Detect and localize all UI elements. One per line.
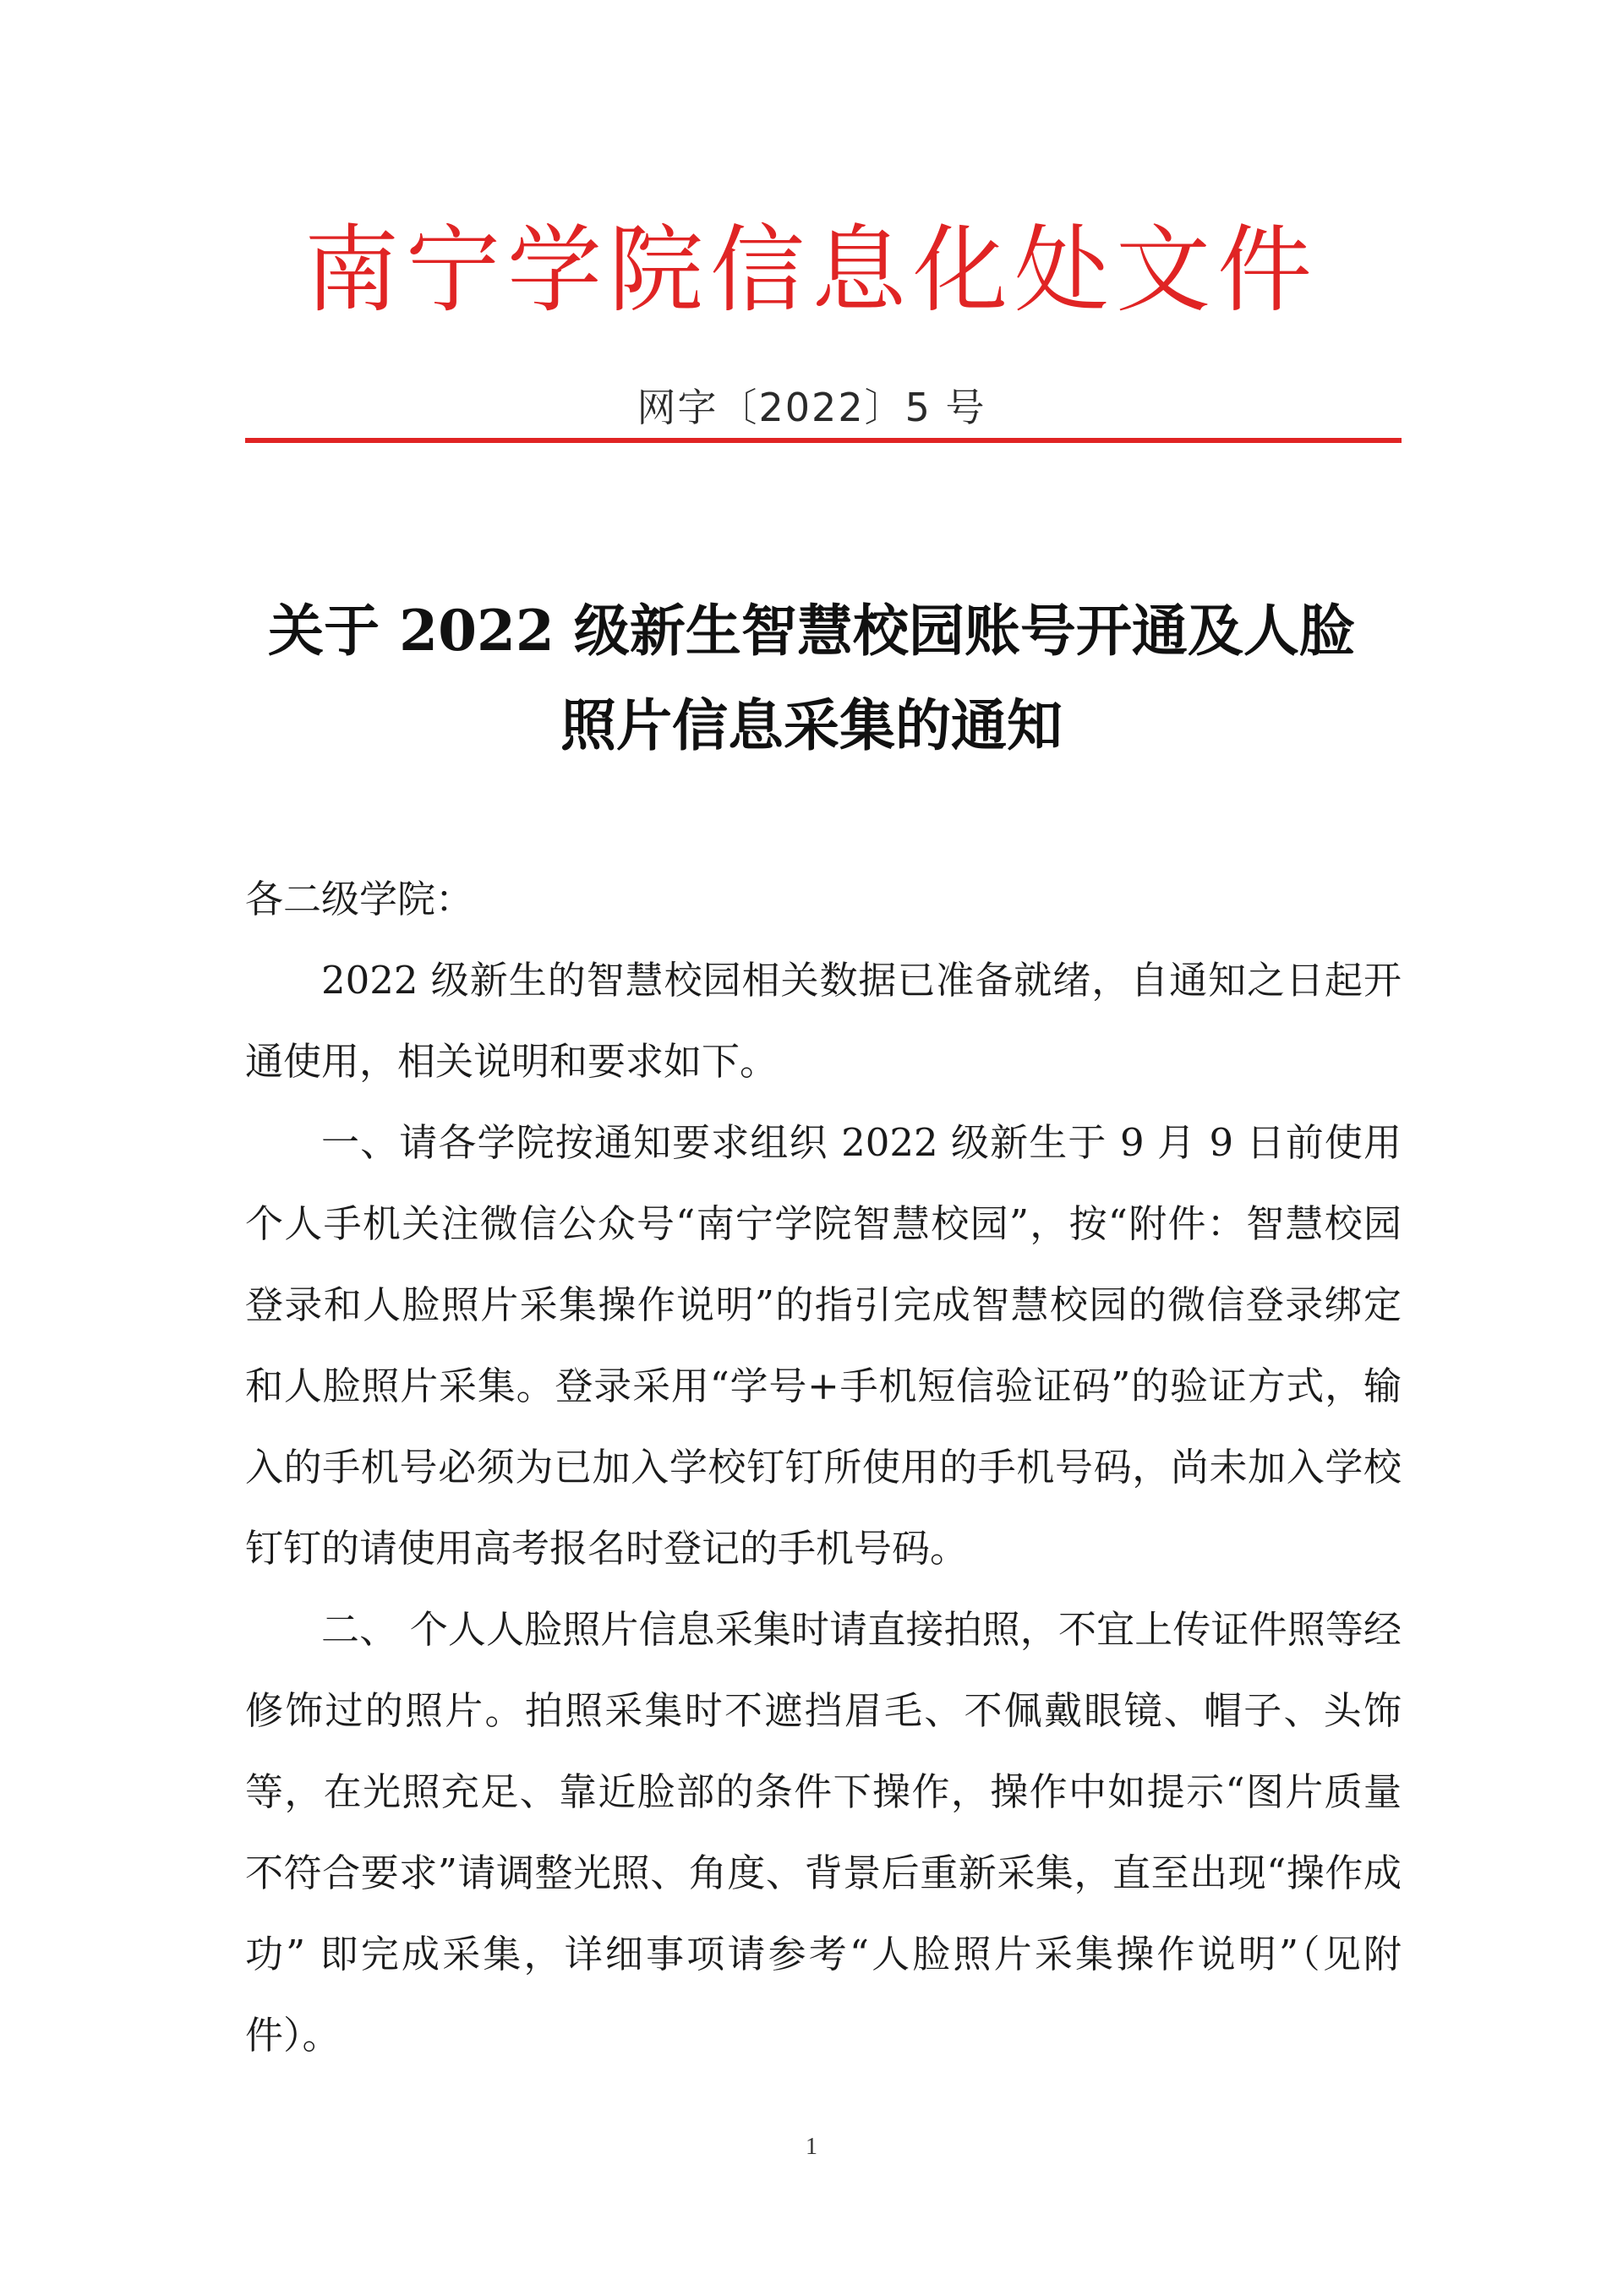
notice-title-line-1: 关于 2022 级新生智慧校园账号开通及人脸 bbox=[268, 598, 1355, 664]
issuer-header-title: 南宁学院信息化处文件 bbox=[304, 216, 1319, 325]
document-number: 网字〔2022〕5 号 bbox=[637, 385, 986, 430]
notice-title-line-2: 照片信息采集的通知 bbox=[560, 692, 1063, 758]
paragraph-intro: 2022 级新生的智慧校园相关数据已准备就绪，自通知之日起开通使用，相关说明和要求如下。 bbox=[245, 958, 1402, 1084]
salutation: 各二级学院： bbox=[245, 877, 474, 921]
page-number: 1 bbox=[806, 2134, 817, 2160]
paragraph-item-2: 二、 个人人脸照片信息采集时请直接拍照，不宜上传证件照等经修饰过的照片。拍照采集时不遮挡眉毛、不佩戴眼镜、帽子、头饰等，在光照充足、靠近脸部的条件下操作，操作中如提示“图片质量不符合要求”请调整光照、角度、背景后重新采集，直至出现“操作成功” 即完成采集，详细事项请参考“人脸照片采集操作说明”（见附件）。 bbox=[245, 1607, 1402, 2058]
paragraph-item-1: 一、请各学院按通知要求组织 2022 级新生于 9 月 9 日前使用个人手机关注微信公众号“南宁学院智慧校园”，按“附件：智慧校园登录和人脸照片采集操作说明”的指引完成智慧校园的微信登录绑定和人脸照片采集。登录采用“学号+手机短信验证码”的验证方式，输入的手机号必须为已加入学校钉钉所使用的手机号码，尚未加入学校钉钉的请使用高考报名时登记的手机号码。 bbox=[245, 1120, 1402, 1571]
header-red-divider bbox=[245, 438, 1402, 443]
